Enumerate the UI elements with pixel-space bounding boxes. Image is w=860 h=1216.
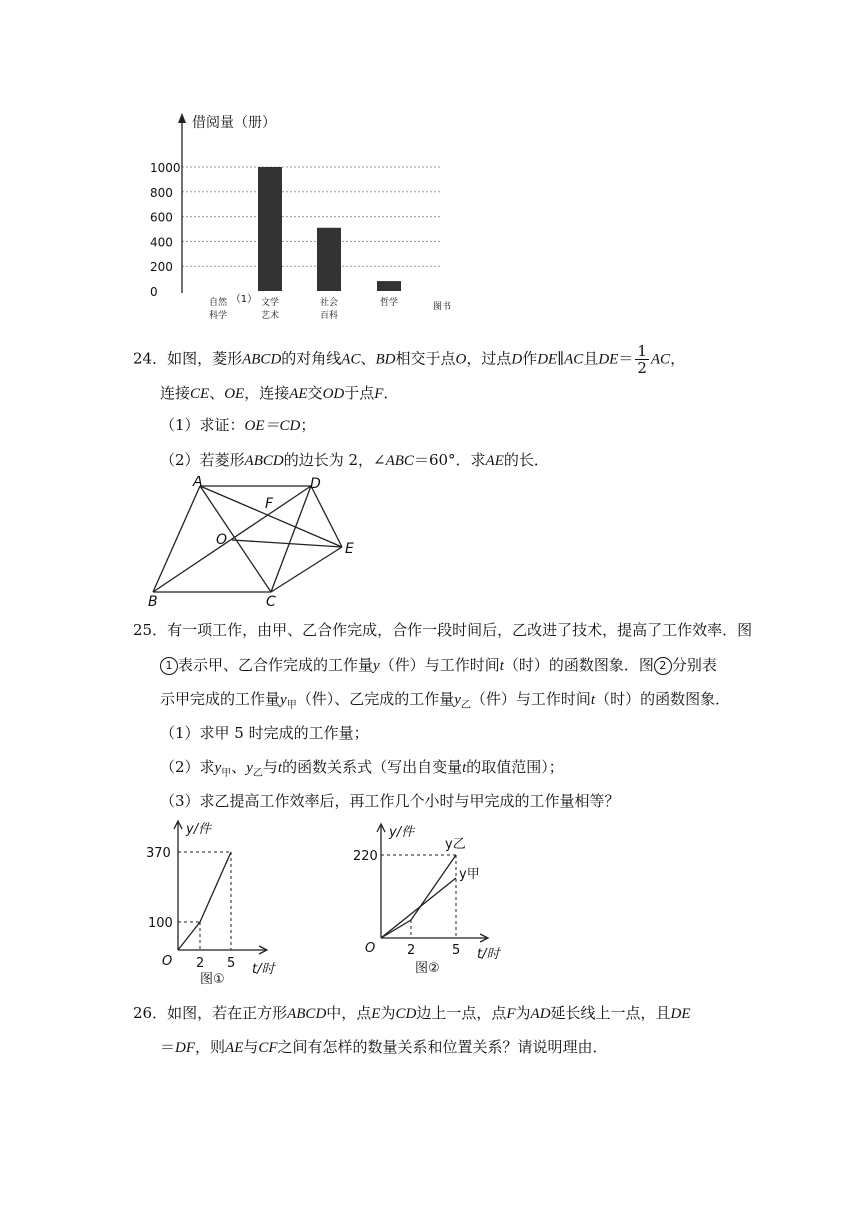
seg-oe: [232, 540, 342, 547]
q25-line1: 25．有一项工作，由甲、乙合作完成，合作一段时间后，乙改进了技术，提高了工作效率．图: [133, 621, 753, 639]
circled-one: 1: [160, 657, 178, 675]
q25-part1: （1）求甲 5 时完成的工作量；: [160, 724, 369, 742]
bar: [258, 167, 282, 291]
x-tick-label-line1: 哲学: [379, 298, 399, 308]
graph1-yaxis-label: y/件: [186, 822, 212, 837]
graph2-origin: O: [365, 941, 376, 956]
y-axis-arrow: [178, 113, 186, 123]
x-tick-label-line2: 艺术: [260, 311, 280, 321]
y-tick-label: 0: [150, 285, 158, 299]
y-axis-label: 借阅量（册）: [192, 115, 276, 131]
graph2-x5: 5: [452, 943, 461, 958]
graph2-y220: 220: [353, 849, 378, 864]
label-f: F: [265, 496, 274, 512]
x-tick-label-line1: 自然: [208, 298, 228, 308]
graph2-label-jia: y甲: [459, 867, 480, 882]
y-tick-label: 600: [150, 210, 173, 225]
q25-part3: （3）求乙提高工作效率后，再工作几个小时与甲完成的工作量相等？: [160, 792, 620, 810]
x-tick-label-line2: 科学: [208, 311, 228, 321]
seg-de: [311, 486, 342, 547]
label-b: B: [148, 594, 158, 610]
graph2-line-yi: [381, 855, 456, 938]
q24-part2: （2）若菱形ABCD的边长为 2，∠ABC＝60°．求AE的长．: [160, 451, 549, 469]
graph2-xaxis-label: t/时: [477, 947, 500, 962]
x-tick-label-line1: 文学: [260, 298, 280, 308]
graph2-x2: 2: [407, 943, 416, 958]
y-tick-label: 1000: [150, 161, 181, 175]
x-tick-label-line1: 社会: [319, 298, 339, 308]
y-tick-label: 200: [150, 260, 173, 275]
label-c: C: [266, 594, 276, 610]
y-tick-label: 400: [150, 235, 173, 250]
bar: [377, 281, 401, 291]
label-d: D: [310, 476, 321, 492]
graph1-x5: 5: [227, 956, 236, 971]
seg-cd: [271, 486, 311, 592]
q26-line1: 26．如图，若在正方形ABCD中，点E为CD边上一点，点F为AD延长线上一点，且DE: [133, 1004, 691, 1022]
circled-two: 2: [654, 657, 672, 675]
chart-annotation: （1）: [230, 294, 258, 305]
graph1-x2: 2: [196, 956, 205, 971]
graph2-caption: 图②: [415, 961, 440, 976]
graph1-y370: 370: [146, 846, 171, 861]
graph2-yaxis-label: y/件: [389, 825, 415, 840]
fraction-one-half: $\frac{1}{2}$: [637, 342, 647, 377]
q25-line3: 示甲完成的工作量$y_甲$（件）、乙完成的工作量$y_乙$（件）与工作时间t（时）的函数图象．: [160, 690, 731, 711]
bar-chart: [140, 105, 470, 330]
graph1-y100: 100: [148, 916, 173, 931]
graph-figure-2: [345, 818, 525, 983]
x-axis-label: 图书: [432, 302, 452, 312]
q24-line1: 24．如图，菱形ABCD的对角线AC、BD相交于点O，过点D作DE∥AC且DE＝ $\frac{1}{2}$ AC，: [133, 342, 686, 377]
graph2-label-yi: y乙: [445, 837, 466, 852]
graph-figure-1: [140, 815, 300, 990]
q25-part2: （2）求$y_甲$、$y_乙$与t的函数关系式（写出自变量t的取值范围）；: [160, 758, 564, 779]
graph2-line-jia: [381, 878, 456, 938]
graph1-origin: O: [162, 954, 173, 969]
graph1-caption: 图①: [200, 972, 225, 987]
graph1-line: [178, 852, 231, 950]
seg-ce: [271, 547, 342, 592]
label-a: A: [193, 476, 203, 490]
bar: [317, 228, 341, 291]
q24-part1: （1）求证：OE＝CD；: [160, 416, 316, 434]
q25-line2: 1 表示甲、乙合作完成的工作量y（件）与工作时间t（时）的函数图象．图 2 分别表: [160, 655, 717, 676]
q24-line2: 连接CE、OE，连接AE交OD于点F．: [160, 384, 399, 402]
label-o: O: [216, 532, 228, 548]
q26-line2: ＝DF，则AE与CF之间有怎样的数量关系和位置关系？请说明理由．: [160, 1038, 608, 1056]
label-e: E: [345, 541, 354, 557]
y-tick-label: 800: [150, 185, 173, 200]
rhombus-figure: [140, 476, 365, 610]
graph1-xaxis-label: t/时: [252, 962, 275, 977]
x-tick-label-line2: 百科: [319, 311, 339, 321]
